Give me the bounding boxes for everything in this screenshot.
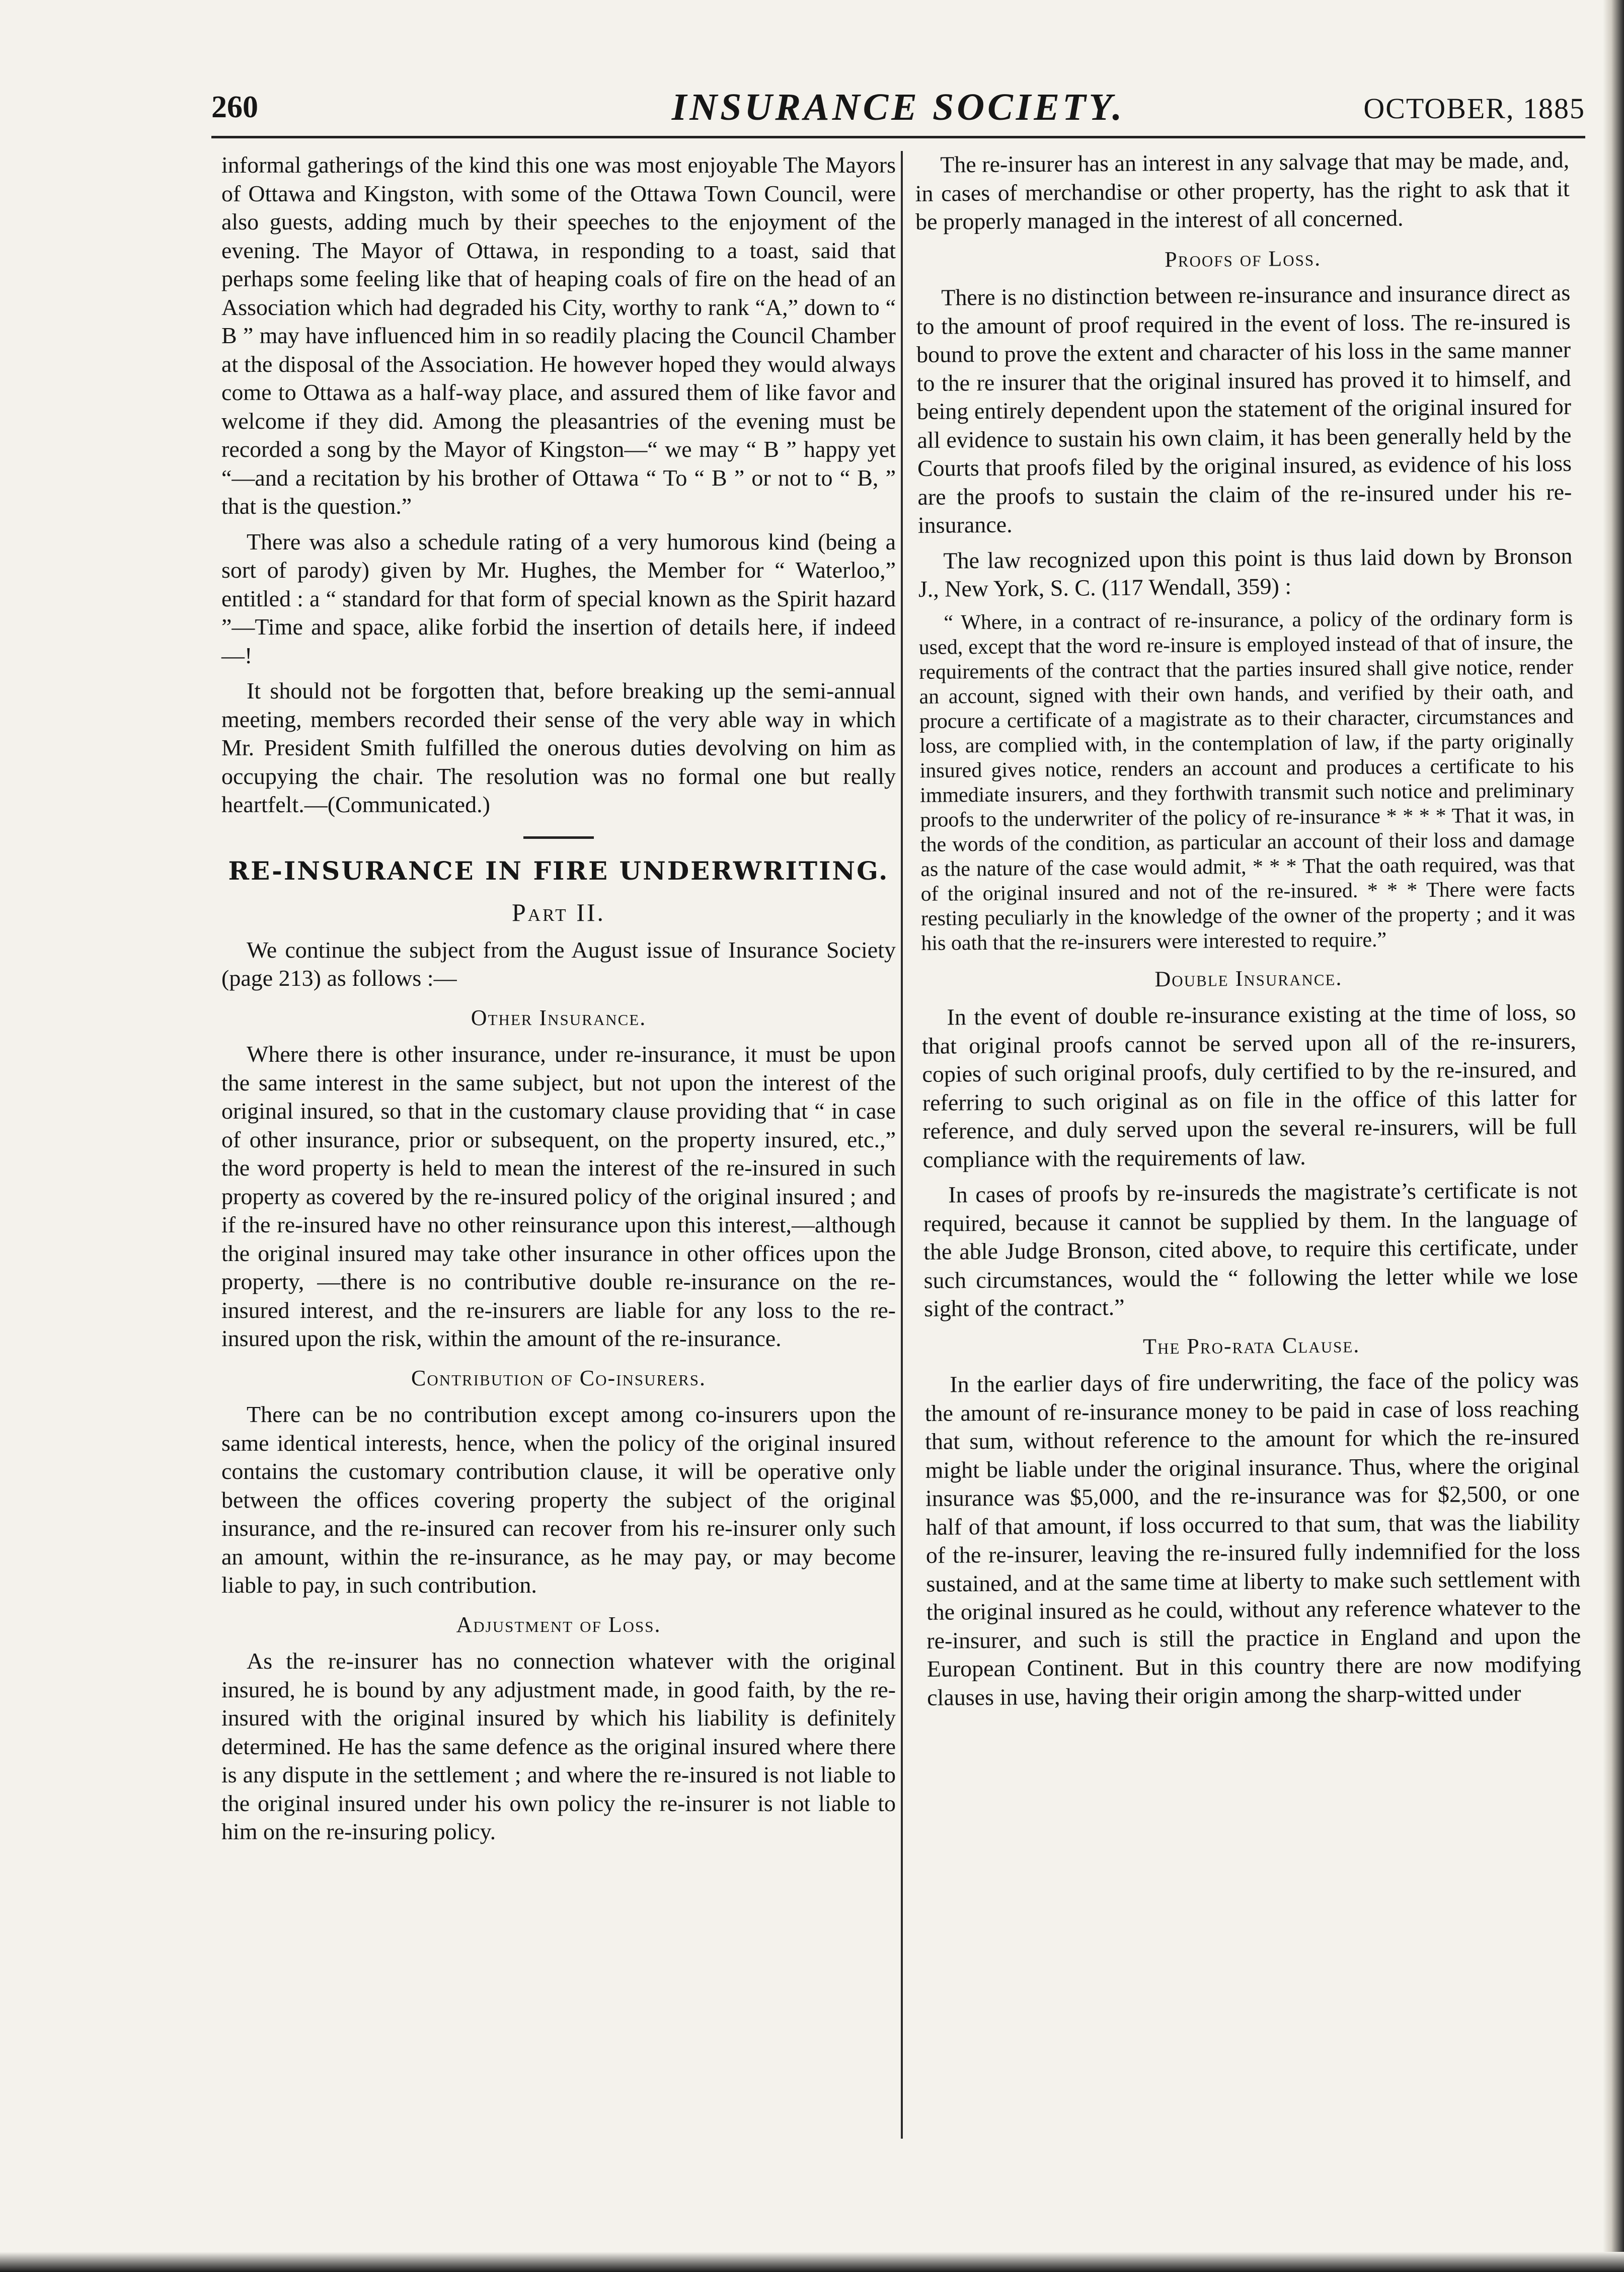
article-title: RE-INSURANCE IN FIRE UNDERWRITING.: [228, 855, 889, 886]
scan-edge-right: [1603, 0, 1624, 2272]
right-column: [915, 146, 1581, 1719]
paragraph-proofs: There is no distinction between re-insurance and insurance direct as to the amount of proof required in the event of loss. The re-insured is bound to prove the extent and character of his loss in the same manner to the re insurer that the original insured has proved it to himself, and being entirely dependent upon the statement of the original insured for all evidence to sustain his own claim, it has been generally held by the Courts that proofs filed by the original insured, as evidence of his loss are the proofs to sustain the claim of the re-insured under his re-insurance.: [916, 279, 1572, 538]
scan-edge-bottom: [0, 2252, 1624, 2272]
heading-pro-rata: The Pro-rata Clause.: [1142, 1332, 1360, 1359]
paragraph-salvage: The re-insurer has an interest in any salvage that may be made, and, in cases of merchandise or other property, has the right to ask that it be properly managed in the interest of all concerned.: [915, 146, 1570, 234]
issue-date: OCTOBER, 1885: [1363, 92, 1585, 125]
paragraph-schedule-rating: There was also a schedule rating of a very humorous kind (being a sort of parody) given by Mr. Hughes, the Member for “ Waterloo,” entitled : a “ standard for that form of special known as the Spirit hazard ”—Time and space, alike forbid the insertion of details here, if indeed—!: [221, 528, 896, 668]
column-divider: [901, 151, 903, 2139]
heading-other-insurance: Other Insurance.: [471, 1005, 647, 1030]
paragraph-contribution: There can be no contribution except among co-insurers upon the same identical interests, hence, when the policy of the original insured contains the customary contribution clause, it will be operative only between the offices covering property the subject of the original insurance, and the re-insured can recover from his re-insurer only such an amount, within the re-insurance, as he may pay, or may become liable to pay, in such contribution.: [221, 1401, 896, 1598]
left-column: [221, 151, 896, 1853]
paragraph-resolution: It should not be forgotten that, before breaking up the semi-annual meeting, members recorded their sense of the very able way in which Mr. President Smith fulfilled the onerous duties devolving on him as occupying the chair. The resolution was no formal one but really heartfelt.—(Communicated.): [221, 678, 896, 817]
paragraph-intro: We continue the subject from the August issue of Insurance Society (page 213) as follows :—: [221, 936, 896, 991]
page-header: [211, 81, 1585, 138]
page-number: 260: [211, 90, 258, 124]
paragraph-certificate: In cases of proofs by re-insureds the magistrate’s certificate is not required, because it cannot be supplied by them. In the language of the able Judge Bronson, cited above, to require this certificate, under such circumstances, would the “ following the letter while we lose sight of the contract.”: [923, 1177, 1578, 1321]
paragraph-double: In the event of double re-insurance existing at the time of loss, so that original proofs cannot be served upon all of the re-insurers, copies of such original proofs, duly certified to by the re-insured, and referring to such original as on file in the office of this latter for reference, and duly served upon the several re-insurers, will be full compliance with the requirements of law.: [921, 999, 1577, 1172]
paragraph-gathering: informal gatherings of the kind this one was most enjoyable The Mayors of Ottawa and Kingston, with some of the Ottawa Town Council, were also guests, adding much by their speeches to the enjoyment of the evening. The Mayor of Ottawa, in responding to a toast, said that perhaps some feeling like that of heaping coals of fire on the head of an Association which had degraded his City, worthy to rank “A,” down to “ B ” may have influenced him in so readily placing the Council Chamber at the disposal of the Association. He however hoped they would always come to Ottawa as a half-way place, and assured them of like favor and welcome if they did. Among the pleasantries of the evening must be recorded a song by the Mayor of Kingston—“ we may “ B ” happy yet “—and a recitation by his brother of Ottawa “ To “ B ” or not to “ B, ” that is the question.”: [221, 152, 896, 519]
heading-proofs-of-loss: Proofs of Loss.: [1165, 246, 1322, 272]
paragraph-pro-rata: In the earlier days of fire underwriting, the face of the policy was the amount of re-insurance money to be paid in case of loss reaching that sum, without reference to the amount for which the re-insured might be liable under the original insurance. Thus, where the original insurance was $5,000, and the re-insurance was for $2,500, or one half of that amount, if loss occurred to that sum, that was the liability of the re-insurer, leaving the re-insured fully indemnified for the loss sustained, and at the same time at liberty to make such settlement with the original insured as he could, without any reference whatever to the re-insurer, and such is still the practice in England and upon the European Continent. But in this country there are now modifying clauses in use, having their origin among the sharp-witted under: [924, 1366, 1581, 1710]
journal-title: INSURANCE SOCIETY.: [671, 86, 1125, 128]
paragraph-other-insurance: Where there is other insurance, under re-insurance, it must be upon the same interest in the same subject, but not upon the interest of the original insured, so that in the customary clause providing that “ in case of other insurance, prior or subsequent, on the property insured, etc.,” the word property is held to mean the interest of the re-insured in such property as covered by the re-insured policy of the original insured ; and if the re-insured have no other reinsurance upon this interest,—although the original insured may take other insurance in other offices upon the property, —there is no contributive double re-insurance on the re-insured interest, and the re-insurers are liable for any loss to the re-insured upon the risk, within the amount of the re-insurance.: [221, 1041, 896, 1351]
heading-double-insurance: Double Insurance.: [1154, 965, 1343, 991]
paragraph-quote: “ Where, in a contract of re-insurance, a policy of the ordinary form is used, except that the word re-insure is employed instead of that of insure, the requirements of the contract that the parties insured shall give notice, render an account, signed with their own hands, and verified by their oath, and procure a certificate of a magistrate as to their character, circumstances and loss, are complied with, in the contemplation of law, if the party originally insured gives notice, renders an account and produces a certificate to his immediate insurers, and they forthwith transmit such notice and preliminary proofs to the underwriter of the policy of re-insurance * * * * That it was, in the words of the condition, as particular an account of their loss and damage as the nature of the case would admit, * * * That the oath required, was that of the original insured and not of the re-insured. * * * There were facts resting peculiarly in the knowledge of the owner of the property ; and it was his oath that the re-insurers were interested to require.”: [918, 606, 1576, 955]
part-heading: Part II.: [511, 898, 605, 926]
heading-contribution: Contribution of Co-insurers.: [411, 1365, 707, 1390]
paragraph-law: The law recognized upon this point is thus laid down by Bronson J., New York, S. C. (117 Wendall, 359) :: [918, 542, 1573, 602]
heading-adjustment: Adjustment of Loss.: [456, 1612, 661, 1637]
paragraph-adjustment: As the re-insurer has no connection whatever with the original insured, he is bound by any adjustment made, in good faith, by the re-insured with the original insured by which his liability is definitely determined. He has the same defence as the original insured where there is any dispute in the settlement ; and where the re-insured is not liable to the original insured under his own policy the re-insurer is not liable to him on the re-insuring policy.: [221, 1648, 896, 1844]
section-divider: [523, 836, 594, 839]
